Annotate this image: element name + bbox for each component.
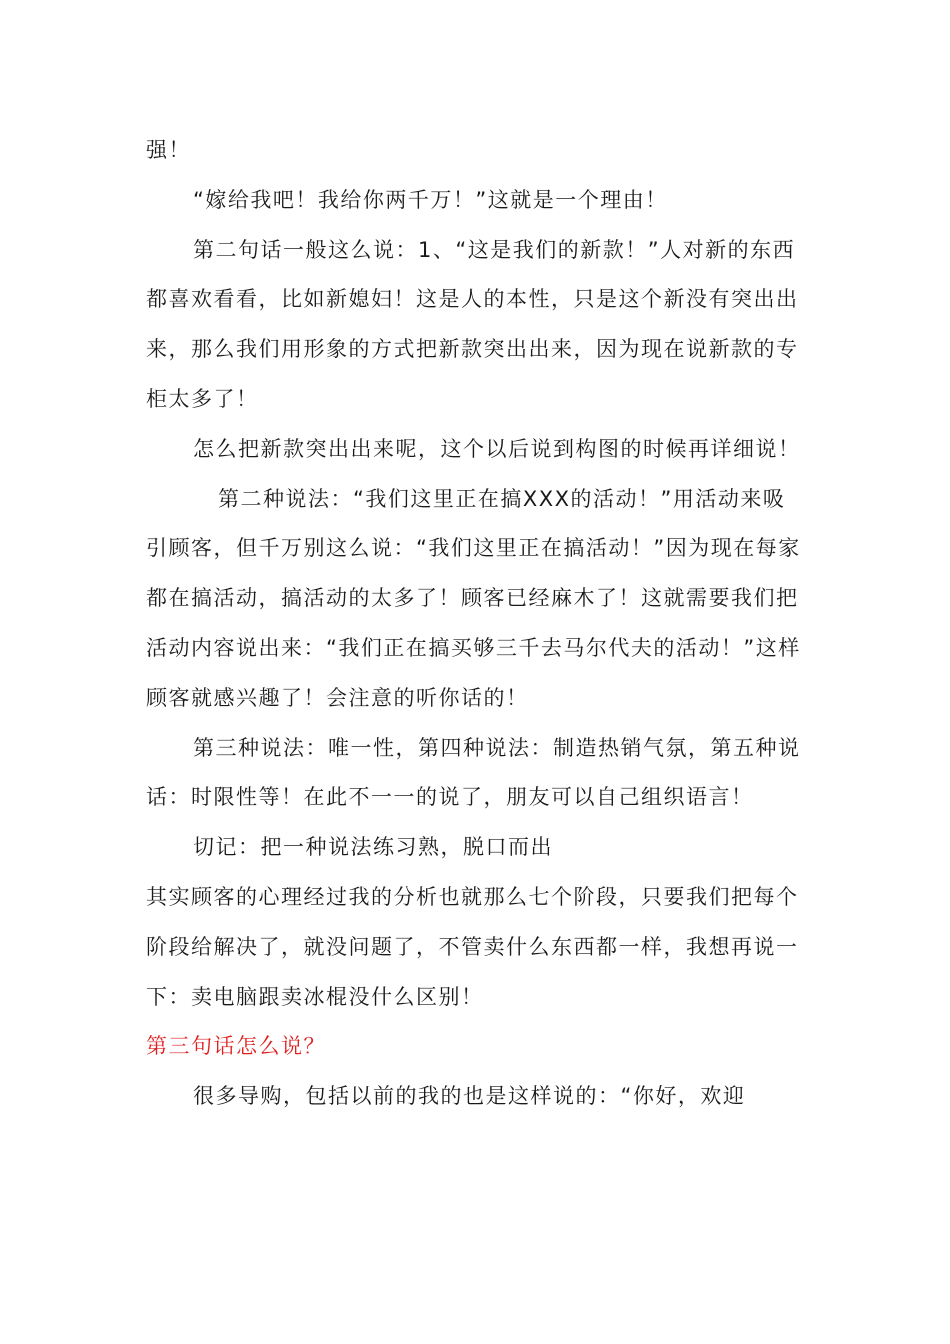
paragraph-second-method: 第二种说法：“我们这里正在搞XXX的活动！”用活动来吸引顾客，但千万别这么说：“我们这里正在搞活动！”因为现在每家都在搞活动，搞活动的太多了！顾客已经麻木了！这就需要我们把活动内容说出来：“我们正在搞买够三千去马尔代夫的活动！”这样顾客就感兴趣了！会注意的听你话的！: [146, 486, 801, 710]
paragraph-continuation: 强！: [146, 138, 191, 162]
section-heading-third-sentence: 第三句话怎么说？: [146, 1034, 326, 1059]
paragraph-seven-stages: 其实顾客的心理经过我的分析也就那么七个阶段，只要我们把每个阶段给解决了，就没问题了，不管卖什么东西都一样，我想再说一下：卖电脑跟卖冰棍没什么区别！: [146, 884, 799, 1009]
paragraph-greeting: 很多导购，包括以前的我的也是这样说的：“你好，欢迎: [193, 1084, 746, 1109]
paragraph-other-methods: 第三种说法：唯一性，第四种说法：制造热销气氛，第五种说话：时限性等！在此不一一的说了，朋友可以自己组织语言！: [146, 735, 801, 810]
paragraph-reminder: 切记：把一种说法练习熟，脱口而出: [193, 835, 553, 860]
paragraph-highlight-new: 怎么把新款突出出来呢，这个以后说到构图的时候再详细说！: [193, 436, 801, 461]
paragraph-proposal-quote: “嫁给我吧！我给你两千万！”这就是一个理由！: [193, 187, 668, 212]
document-body: [146, 126, 806, 1122]
paragraph-second-sentence: 第二句话一般这么说：1、“这是我们的新款！”人对新的东西都喜欢看看，比如新媳妇！这是人的本性，只是这个新没有突出出来，那么我们用形象的方式把新款突出出来，因为现在说新款的专柜太多了！: [146, 237, 799, 411]
